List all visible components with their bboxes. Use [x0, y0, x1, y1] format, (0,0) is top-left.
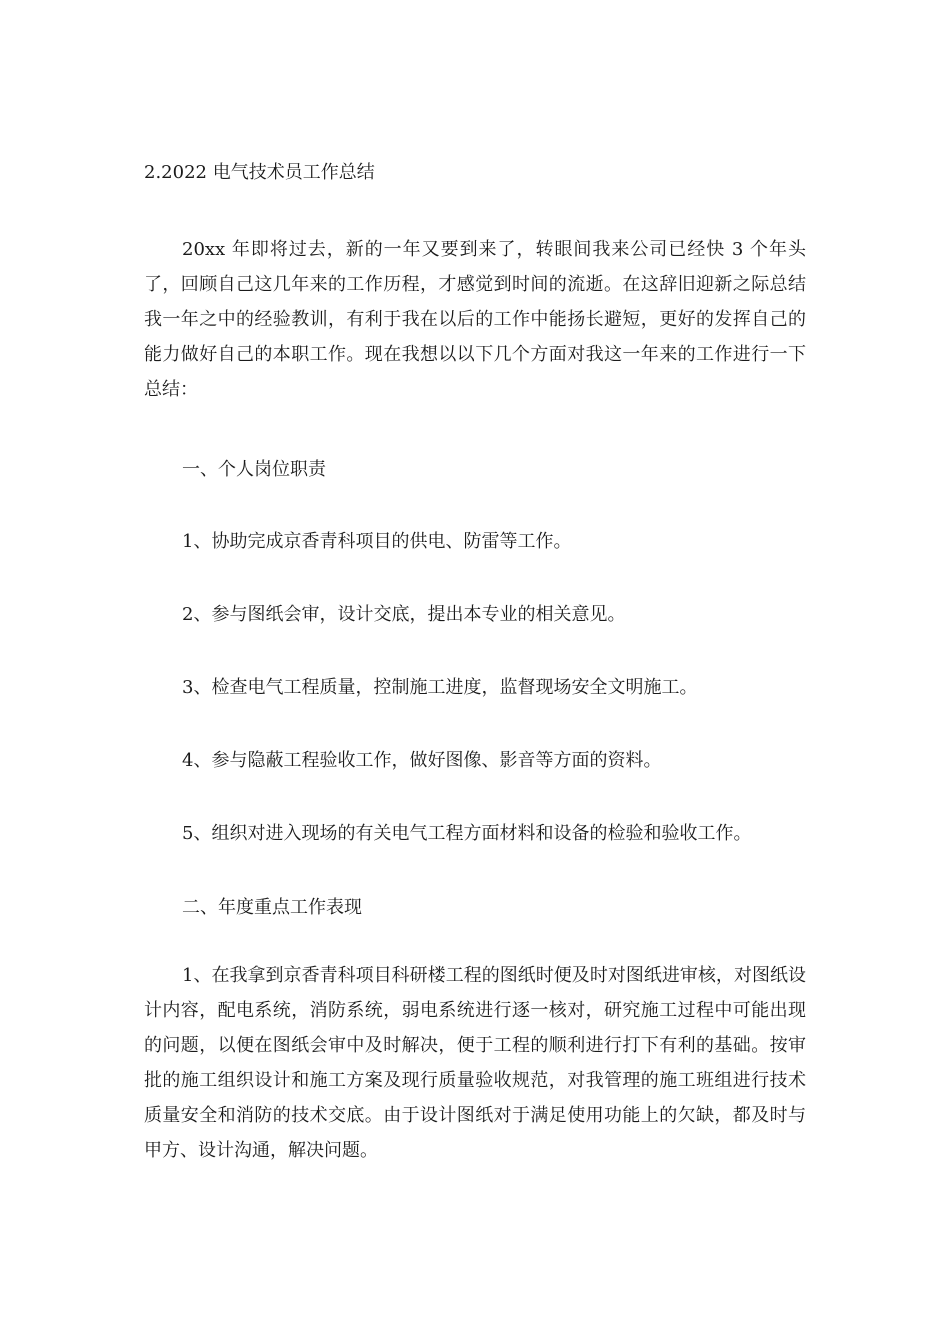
intro-paragraph: 20xx 年即将过去，新的一年又要到来了，转眼间我来公司已经快 3 个年头了，回顾自己这几年来的工作历程，才感觉到时间的流逝。在这辞旧迎新之际总结我一年之中的经验教训，有利于我在以后的工作中能扬长避短，更好的发挥自己的能力做好自己的本职工作。现在我想以以下几个方面对我这一年来的工作进行一下总结：: [144, 239, 806, 400]
section-2-paragraph: 1、在我拿到京香青科项目科研楼工程的图纸时便及时对图纸进审核，对图纸设计内容，配电系统，消防系统，弱电系统进行逐一核对，研究施工过程中可能出现的问题，以便在图纸会审中及时解决，便于工程的顺利进行打下有利的基础。按审批的施工组织设计和施工方案及现行质量验收规范，对我管理的施工班组进行技术质量安全和消防的技术交底。由于设计图纸对于满足使用功能上的欠缺，都及时与甲方、设计沟通，解决问题。: [144, 965, 806, 1161]
section-1-heading: 一、个人岗位职责: [182, 459, 326, 480]
section-1-item-5: 5、组织对进入现场的有关电气工程方面材料和设备的检验和验收工作。: [182, 823, 752, 844]
section-1-item-1: 1、协助完成京香青科项目的供电、防雷等工作。: [182, 531, 572, 552]
section-2-heading: 二、年度重点工作表现: [182, 897, 362, 918]
section-1-item-2: 2、参与图纸会审，设计交底，提出本专业的相关意见。: [182, 604, 626, 625]
document-title: 2.2022 电气技术员工作总结: [144, 162, 375, 183]
section-1-item-3: 3、检查电气工程质量，控制施工进度，监督现场安全文明施工。: [182, 677, 698, 698]
section-1-item-4: 4、参与隐蔽工程验收工作，做好图像、影音等方面的资料。: [182, 750, 662, 771]
